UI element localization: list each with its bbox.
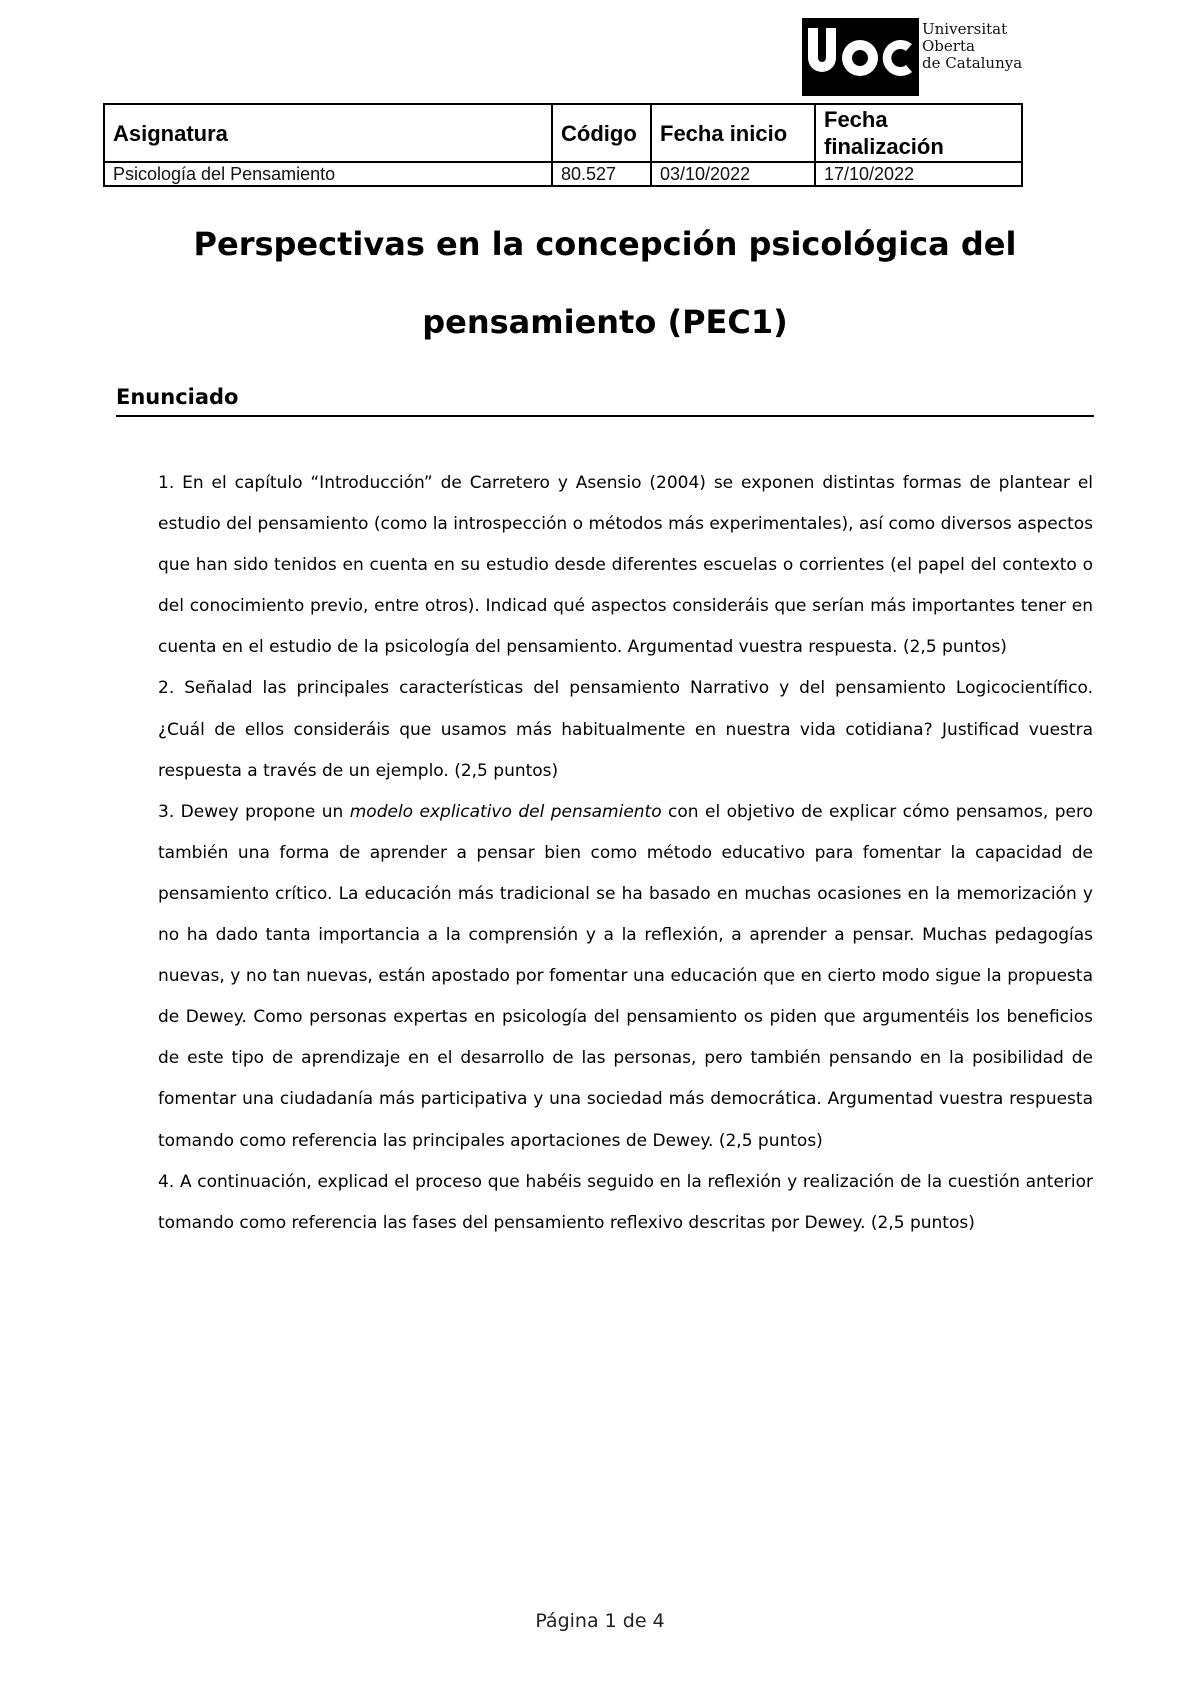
cell-asignatura: Psicología del Pensamiento (104, 162, 552, 186)
uoc-letters-icon (802, 18, 919, 96)
question-text-start: Dewey propone un (180, 801, 350, 822)
question-text: Señalad las principales características del pensamiento Narrativo y del pensamiento Logicocientífico. ¿Cuál de ellos consideráis que usamos más habitualmente en nuestra vida cotidiana? Justificad vuestra respuesta a través de un ejemplo. (2,5 puntos) (158, 678, 1093, 781)
section-heading-enunciado: Enunciado (116, 381, 1094, 417)
question-2 (158, 668, 1093, 791)
course-info-header-row (104, 104, 1022, 162)
question-list (158, 463, 1093, 1244)
question-text: En el capítulo “Introducción” de Carretero y Asensio (2004) se exponen distintas formas de plantear el estudio del pensamiento (como la introspección o métodos más experimentales), así como diversos aspectos que han sido tenidos en cuenta en su estudio desde diferentes escuelas o corrientes (el papel del contexto o del conocimiento previo, entre otros). Indicad qué aspectos consideráis que serían más importantes tener en cuenta en el estudio de la psicología del pensamiento. Argumentad vuestra respuesta. (2,5 puntos) (158, 473, 1094, 658)
logo-line-3: de Catalunya (922, 54, 1023, 72)
question-3 (158, 792, 1093, 1162)
question-4 (158, 1162, 1093, 1244)
header-asignatura: Asignatura (104, 104, 552, 162)
uoc-logo-mark (802, 18, 919, 96)
uoc-logo (802, 18, 1032, 96)
header-fecha-finalizacion: Fecha finalización (815, 104, 1022, 162)
document-title: Perspectivas en la concepción psicológica del pensamiento (PEC1) (193, 225, 1017, 341)
question-1 (158, 463, 1093, 668)
logo-line-1: Universitat (922, 20, 1008, 38)
cell-codigo: 80.527 (552, 162, 651, 186)
cell-fecha-inicio: 03/10/2022 (651, 162, 815, 186)
course-info-row (104, 162, 1022, 186)
question-text-rest: con el objetivo de explicar cómo pensamos, pero también una forma de aprender a pensar bien como método educativo para fomentar la capacidad de pensamiento crítico. La educación más tradicional se ha basado en muchas ocasiones en la memorización y no ha dado tanta importancia a la comprensión y a la reflexión, a aprender a pensar. Muchas pedagogías nuevas, y no tan nuevas, están apostado por fomentar una educación que en cierto modo sigue la propuesta de Dewey. Como personas expertas en psicología del pensamiento os piden que argumentéis los beneficios de este tipo de aprendizaje en el desarrollo de las personas, pero también pensando en la posibilidad de fomentar una ciudadanía más participativa y una sociedad más democrática. Argumentad vuestra respuesta tomando como referencia las principales aportaciones de Dewey. (2,5 puntos) (158, 801, 1093, 1151)
question-number: 2. (158, 678, 175, 699)
uoc-logo-text (922, 21, 1022, 72)
header-fecha-inicio: Fecha inicio (651, 104, 815, 162)
page-number: Página 1 de 4 (535, 1610, 665, 1632)
course-info-table (103, 103, 1023, 187)
question-number: 1. (158, 473, 175, 493)
question-text: A continuación, explicad el proceso que habéis seguido en la reflexión y realización de la cuestión anterior tomando como referencia las fases del pensamiento reflexivo descritas por Dewey. (2,5 puntos) (158, 1171, 1094, 1233)
question-number: 4. (158, 1171, 175, 1192)
header-codigo: Código (552, 104, 651, 162)
question-number: 3. (158, 801, 175, 822)
question-text-italic: modelo explicativo del pensamiento (349, 801, 662, 822)
logo-line-2: Oberta (922, 37, 975, 55)
cell-fecha-finalizacion: 17/10/2022 (815, 162, 1022, 186)
